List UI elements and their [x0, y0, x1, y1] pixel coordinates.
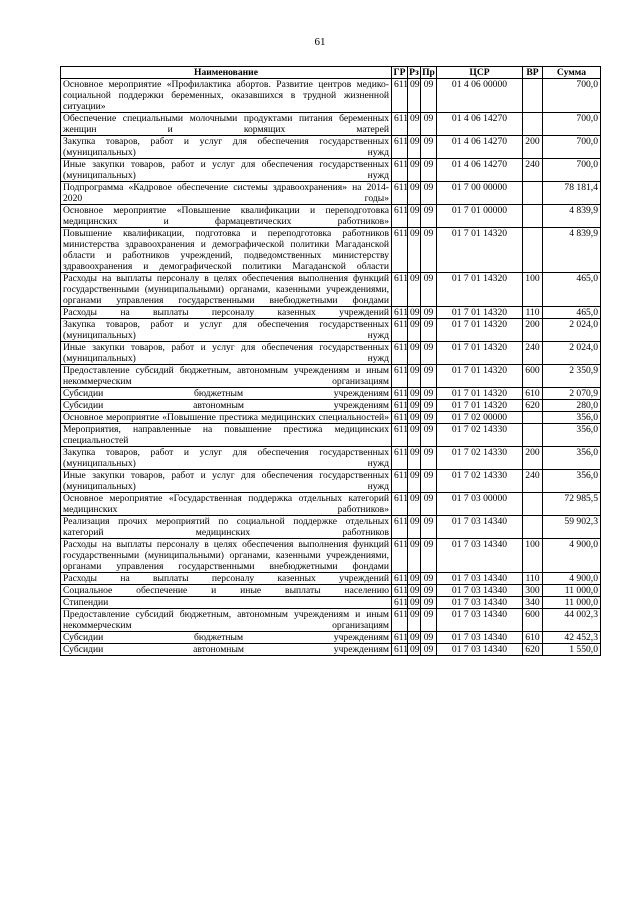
- table-row: [61, 585, 601, 597]
- row-gr: 611: [392, 113, 408, 136]
- row-name: Иные закупки товаров, работ и услуг для обеспечения государственных (муниципальных) нужд: [61, 342, 392, 365]
- row-rz: 09: [408, 539, 421, 573]
- row-sum: 4 900,0: [543, 539, 601, 573]
- row-name: Основное мероприятие «Государственная поддержка отдельных категорий медицинских работников»: [61, 493, 392, 516]
- table-row: [61, 365, 601, 388]
- row-name: Иные закупки товаров, работ и услуг для обеспечения государственных (муниципальных) нужд: [61, 470, 392, 493]
- row-vr: [523, 205, 543, 228]
- table-row: [61, 447, 601, 470]
- row-vr: 200: [523, 319, 543, 342]
- row-vr: [523, 424, 543, 447]
- row-name: Закупка товаров, работ и услуг для обеспечения государственных (муниципальных) нужд: [61, 447, 392, 470]
- row-pr: 09: [421, 573, 437, 585]
- table-row: [61, 597, 601, 609]
- row-rz: 09: [408, 228, 421, 273]
- row-rz: 09: [408, 388, 421, 400]
- header-pr: Пр: [422, 67, 435, 78]
- row-csr: 01 7 03 14340: [437, 609, 523, 632]
- row-rz: 09: [408, 644, 421, 656]
- header-csr: ЦСР: [437, 67, 523, 79]
- table-row: [61, 205, 601, 228]
- table-row: [61, 470, 601, 493]
- table-row: [61, 609, 601, 632]
- row-name: Основное мероприятие «Повышение престижа медицинских специальностей»: [61, 412, 392, 424]
- budget-table: [60, 66, 601, 656]
- row-gr: 611: [392, 79, 408, 113]
- row-vr: 340: [523, 597, 543, 609]
- row-sum: 4 900,0: [543, 573, 601, 585]
- row-pr: 09: [421, 182, 437, 205]
- header-rz: Рз: [409, 67, 419, 78]
- row-gr: 611: [392, 159, 408, 182]
- row-gr: 611: [392, 493, 408, 516]
- row-rz: 09: [408, 159, 421, 182]
- row-rz: 09: [408, 319, 421, 342]
- row-name: Закупка товаров, работ и услуг для обеспечения государственных (муниципальных) нужд: [61, 319, 392, 342]
- row-name: Предоставление субсидий бюджетным, автономным учреждениям и иным некоммерческим организациям: [61, 365, 392, 388]
- row-csr: 01 7 03 14340: [437, 585, 523, 597]
- row-vr: 620: [523, 400, 543, 412]
- table-row: [61, 182, 601, 205]
- table-row: [61, 632, 601, 644]
- row-gr: 611: [392, 365, 408, 388]
- row-vr: 610: [523, 632, 543, 644]
- table-row: [61, 79, 601, 113]
- row-csr: 01 7 02 00000: [437, 412, 523, 424]
- row-csr: 01 7 01 14320: [437, 365, 523, 388]
- row-pr: 09: [421, 205, 437, 228]
- row-csr: 01 7 01 14320: [437, 228, 523, 273]
- row-gr: 611: [392, 205, 408, 228]
- row-sum: 356,0: [543, 424, 601, 447]
- row-name: Основное мероприятие «Повышение квалификации и переподготовка медицинских и фармацевтических работников»: [61, 205, 392, 228]
- row-pr: 09: [421, 470, 437, 493]
- table-row: [61, 573, 601, 585]
- row-csr: 01 7 02 14330: [437, 447, 523, 470]
- row-vr: 110: [523, 307, 543, 319]
- header-gr: ГР: [392, 67, 408, 79]
- row-csr: 01 7 03 14340: [437, 644, 523, 656]
- table-row: [61, 516, 601, 539]
- table-header-row: [61, 67, 601, 79]
- row-sum: 700,0: [543, 79, 601, 113]
- row-gr: 611: [392, 182, 408, 205]
- row-rz: 09: [408, 273, 421, 307]
- row-vr: [523, 79, 543, 113]
- row-name: Расходы на выплаты персоналу в целях обеспечения выполнения функций государственными (муниципальными) органами, казенными учреждениями, органами управления государственными внебюджетными фондами: [61, 273, 392, 307]
- row-gr: 611: [392, 136, 408, 159]
- row-rz: 09: [408, 182, 421, 205]
- table-row: [61, 644, 601, 656]
- table-row: [61, 388, 601, 400]
- table-row: [61, 342, 601, 365]
- row-vr: 240: [523, 342, 543, 365]
- row-vr: [523, 493, 543, 516]
- row-pr: 09: [421, 493, 437, 516]
- row-vr: [523, 228, 543, 273]
- row-rz: 09: [408, 493, 421, 516]
- row-name: Закупка товаров, работ и услуг для обеспечения государственных (муниципальных) нужд: [61, 136, 392, 159]
- row-pr: 09: [421, 644, 437, 656]
- row-csr: 01 7 03 00000: [437, 493, 523, 516]
- row-pr: 09: [421, 342, 437, 365]
- header-vr: ВР: [523, 67, 543, 79]
- row-sum: 700,0: [543, 113, 601, 136]
- row-gr: 611: [392, 273, 408, 307]
- row-sum: 700,0: [543, 159, 601, 182]
- row-vr: 240: [523, 470, 543, 493]
- row-sum: 356,0: [543, 470, 601, 493]
- row-gr: 611: [392, 388, 408, 400]
- row-rz: 09: [408, 597, 421, 609]
- row-pr: 09: [421, 365, 437, 388]
- row-pr: 09: [421, 136, 437, 159]
- row-pr: 09: [421, 113, 437, 136]
- row-pr: 09: [421, 400, 437, 412]
- row-gr: 611: [392, 342, 408, 365]
- row-sum: 2 024,0: [543, 342, 601, 365]
- row-csr: 01 7 03 14340: [437, 573, 523, 585]
- row-gr: 611: [392, 424, 408, 447]
- row-vr: [523, 412, 543, 424]
- row-gr: 611: [392, 597, 408, 609]
- row-sum: 78 181,4: [543, 182, 601, 205]
- row-sum: 4 839,9: [543, 205, 601, 228]
- row-name: Социальное обеспечение и иные выплаты населению: [61, 585, 392, 597]
- table-row: [61, 424, 601, 447]
- row-rz: 09: [408, 585, 421, 597]
- row-pr: 09: [421, 388, 437, 400]
- row-name: Повышение квалификации, подготовка и переподготовка работников министерства здравоохранения и демографической политики Магаданской области и работников учреждений, подведомственных министерству здравоохранения и демографической политики Магаданской области: [61, 228, 392, 273]
- row-name: Расходы на выплаты персоналу казенных учреждений: [61, 307, 392, 319]
- row-gr: 611: [392, 539, 408, 573]
- row-sum: 44 002,3: [543, 609, 601, 632]
- table-row: [61, 493, 601, 516]
- row-pr: 09: [421, 539, 437, 573]
- row-gr: 611: [392, 412, 408, 424]
- row-pr: 09: [421, 412, 437, 424]
- row-gr: 611: [392, 516, 408, 539]
- row-gr: 611: [392, 632, 408, 644]
- row-rz: 09: [408, 307, 421, 319]
- row-rz: 09: [408, 573, 421, 585]
- table-row: [61, 113, 601, 136]
- row-csr: 01 7 01 14320: [437, 273, 523, 307]
- table-row: [61, 539, 601, 573]
- row-name: Субсидии автономным учреждениям: [61, 644, 392, 656]
- row-csr: 01 7 01 14320: [437, 388, 523, 400]
- table-row: [61, 136, 601, 159]
- row-sum: 42 452,3: [543, 632, 601, 644]
- row-pr: 09: [421, 424, 437, 447]
- row-vr: 600: [523, 365, 543, 388]
- row-sum: 11 000,0: [543, 585, 601, 597]
- row-csr: 01 4 06 14270: [437, 113, 523, 136]
- row-sum: 356,0: [543, 447, 601, 470]
- row-vr: 600: [523, 609, 543, 632]
- row-sum: 465,0: [543, 273, 601, 307]
- row-gr: 611: [392, 644, 408, 656]
- row-pr: 09: [421, 79, 437, 113]
- row-rz: 09: [408, 400, 421, 412]
- header-sum: Сумма: [543, 67, 601, 79]
- row-gr: 611: [392, 228, 408, 273]
- row-name: Основное мероприятие «Профилактика абортов. Развитие центров медико-социальной поддержки беременных, оказавшихся в трудной жизненной ситуации»: [61, 79, 392, 113]
- row-csr: 01 7 03 14340: [437, 539, 523, 573]
- row-vr: [523, 113, 543, 136]
- row-rz: 09: [408, 632, 421, 644]
- row-name: Мероприятия, направленные на повышение престижа медицинских специальностей: [61, 424, 392, 447]
- row-name: Расходы на выплаты персоналу в целях обеспечения выполнения функций государственными (муниципальными) органами, казенными учреждениями, органами управления государственными внебюджетными фондами: [61, 539, 392, 573]
- row-gr: 611: [392, 447, 408, 470]
- row-sum: 2 350,9: [543, 365, 601, 388]
- row-csr: 01 7 01 00000: [437, 205, 523, 228]
- row-gr: 611: [392, 609, 408, 632]
- row-name: Субсидии бюджетным учреждениям: [61, 388, 392, 400]
- row-vr: 100: [523, 273, 543, 307]
- row-name: Обеспечение специальными молочными продуктами питания беременных женщин и кормящих матерей: [61, 113, 392, 136]
- row-gr: 611: [392, 307, 408, 319]
- row-sum: 700,0: [543, 136, 601, 159]
- header-name: Наименование: [61, 67, 392, 79]
- row-vr: 100: [523, 539, 543, 573]
- row-name: Стипендии: [61, 597, 392, 609]
- row-gr: 611: [392, 573, 408, 585]
- row-vr: 110: [523, 573, 543, 585]
- row-name: Подпрограмма «Кадровое обеспечение системы здравоохранения» на 2014-2020 годы»: [61, 182, 392, 205]
- row-sum: 280,0: [543, 400, 601, 412]
- row-vr: [523, 182, 543, 205]
- page-number: 61: [314, 36, 326, 48]
- row-name: Субсидии автономным учреждениям: [61, 400, 392, 412]
- table-row: [61, 159, 601, 182]
- row-name: Реализация прочих мероприятий по социальной поддержке отдельных категорий медицинских работников: [61, 516, 392, 539]
- row-sum: 465,0: [543, 307, 601, 319]
- row-pr: 09: [421, 516, 437, 539]
- row-csr: 01 7 01 14320: [437, 400, 523, 412]
- row-pr: 09: [421, 319, 437, 342]
- row-sum: 72 985,5: [543, 493, 601, 516]
- row-csr: 01 7 03 14340: [437, 516, 523, 539]
- row-pr: 09: [421, 585, 437, 597]
- row-rz: 09: [408, 412, 421, 424]
- row-name: Иные закупки товаров, работ и услуг для обеспечения государственных (муниципальных) нужд: [61, 159, 392, 182]
- row-gr: 611: [392, 319, 408, 342]
- table-row: [61, 412, 601, 424]
- row-pr: 09: [421, 228, 437, 273]
- row-rz: 09: [408, 447, 421, 470]
- row-pr: 09: [421, 273, 437, 307]
- table-row: [61, 400, 601, 412]
- row-vr: 620: [523, 644, 543, 656]
- row-rz: 09: [408, 424, 421, 447]
- row-sum: 356,0: [543, 412, 601, 424]
- row-csr: 01 4 06 14270: [437, 136, 523, 159]
- row-sum: 2 024,0: [543, 319, 601, 342]
- table-row: [61, 228, 601, 273]
- row-csr: 01 7 01 14320: [437, 342, 523, 365]
- row-pr: 09: [421, 609, 437, 632]
- row-sum: 2 070,9: [543, 388, 601, 400]
- row-pr: 09: [421, 307, 437, 319]
- table-row: [61, 307, 601, 319]
- row-rz: 09: [408, 79, 421, 113]
- row-vr: 200: [523, 136, 543, 159]
- row-rz: 09: [408, 470, 421, 493]
- row-rz: 09: [408, 365, 421, 388]
- row-rz: 09: [408, 205, 421, 228]
- row-csr: 01 4 06 00000: [437, 79, 523, 113]
- row-name: Предоставление субсидий бюджетным, автономным учреждениям и иным некоммерческим организациям: [61, 609, 392, 632]
- row-sum: 4 839,9: [543, 228, 601, 273]
- row-rz: 09: [408, 136, 421, 159]
- row-vr: 240: [523, 159, 543, 182]
- row-csr: 01 7 02 14330: [437, 424, 523, 447]
- row-vr: 300: [523, 585, 543, 597]
- row-gr: 611: [392, 470, 408, 493]
- row-pr: 09: [421, 632, 437, 644]
- row-name: Расходы на выплаты персоналу казенных учреждений: [61, 573, 392, 585]
- row-rz: 09: [408, 342, 421, 365]
- row-csr: 01 7 02 14330: [437, 470, 523, 493]
- row-sum: 11 000,0: [543, 597, 601, 609]
- row-pr: 09: [421, 447, 437, 470]
- table-row: [61, 273, 601, 307]
- row-vr: 200: [523, 447, 543, 470]
- row-csr: 01 7 03 14340: [437, 597, 523, 609]
- row-rz: 09: [408, 113, 421, 136]
- row-csr: 01 4 06 14270: [437, 159, 523, 182]
- row-sum: 59 902,3: [543, 516, 601, 539]
- row-rz: 09: [408, 609, 421, 632]
- row-rz: 09: [408, 516, 421, 539]
- row-csr: 01 7 01 14320: [437, 307, 523, 319]
- row-name: Субсидии бюджетным учреждениям: [61, 632, 392, 644]
- row-vr: [523, 516, 543, 539]
- row-pr: 09: [421, 597, 437, 609]
- row-gr: 611: [392, 585, 408, 597]
- row-vr: 610: [523, 388, 543, 400]
- row-csr: 01 7 03 14340: [437, 632, 523, 644]
- row-csr: 01 7 01 14320: [437, 319, 523, 342]
- table-row: [61, 319, 601, 342]
- row-csr: 01 7 00 00000: [437, 182, 523, 205]
- row-gr: 611: [392, 400, 408, 412]
- row-pr: 09: [421, 159, 437, 182]
- row-sum: 1 550,0: [543, 644, 601, 656]
